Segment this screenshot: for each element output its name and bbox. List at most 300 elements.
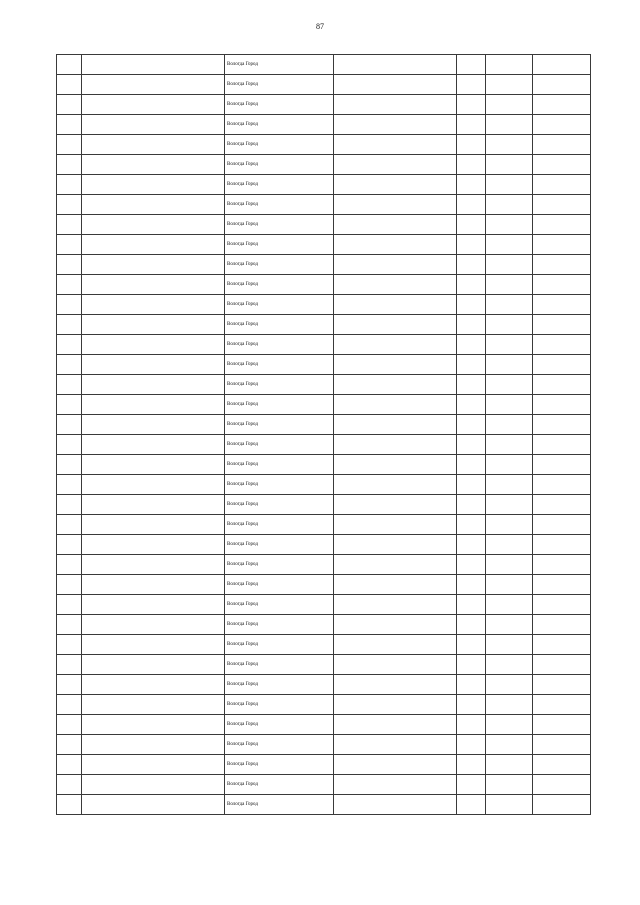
street-name	[334, 275, 457, 295]
street-name	[334, 135, 457, 155]
flat-number	[533, 75, 591, 95]
registry-table	[56, 54, 591, 815]
city: Вологда Город	[225, 335, 334, 355]
flat-number	[533, 475, 591, 495]
row-number	[57, 495, 82, 515]
cadastral-number	[82, 355, 225, 375]
house-number	[457, 775, 486, 795]
cadastral-number	[82, 675, 225, 695]
row-number	[57, 635, 82, 655]
table-row	[57, 95, 591, 115]
house-number	[457, 155, 486, 175]
city: Вологда Город	[225, 375, 334, 395]
flat-number	[533, 315, 591, 335]
flat-number	[533, 515, 591, 535]
house-number	[457, 315, 486, 335]
street-name	[334, 635, 457, 655]
street-name	[334, 315, 457, 335]
cadastral-number	[82, 795, 225, 815]
building-number	[486, 255, 533, 275]
city: Вологда Город	[225, 155, 334, 175]
page-number: 87	[316, 22, 324, 31]
cadastral-number	[82, 475, 225, 495]
street-name	[334, 775, 457, 795]
house-number	[457, 135, 486, 155]
building-number	[486, 775, 533, 795]
row-number	[57, 535, 82, 555]
house-number	[457, 655, 486, 675]
flat-number	[533, 535, 591, 555]
cadastral-number	[82, 335, 225, 355]
cadastral-number	[82, 655, 225, 675]
flat-number	[533, 555, 591, 575]
house-number	[457, 435, 486, 455]
house-number	[457, 395, 486, 415]
street-name	[334, 115, 457, 135]
building-number	[486, 355, 533, 375]
row-number	[57, 595, 82, 615]
building-number	[486, 655, 533, 675]
table-row	[57, 775, 591, 795]
registry-body	[57, 55, 591, 815]
city: Вологда Город	[225, 795, 334, 815]
flat-number	[533, 455, 591, 475]
house-number	[457, 475, 486, 495]
flat-number	[533, 175, 591, 195]
house-number	[457, 175, 486, 195]
flat-number	[533, 95, 591, 115]
row-number	[57, 475, 82, 495]
street-name	[334, 555, 457, 575]
house-number	[457, 675, 486, 695]
table-row	[57, 375, 591, 395]
building-number	[486, 375, 533, 395]
cadastral-number	[82, 395, 225, 415]
house-number	[457, 555, 486, 575]
row-number	[57, 355, 82, 375]
building-number	[486, 495, 533, 515]
street-name	[334, 615, 457, 635]
flat-number	[533, 715, 591, 735]
table-row	[57, 615, 591, 635]
house-number	[457, 255, 486, 275]
city: Вологда Город	[225, 555, 334, 575]
city: Вологда Город	[225, 455, 334, 475]
table-row	[57, 475, 591, 495]
house-number	[457, 235, 486, 255]
city: Вологда Город	[225, 395, 334, 415]
flat-number	[533, 115, 591, 135]
cadastral-number	[82, 215, 225, 235]
street-name	[334, 295, 457, 315]
cadastral-number	[82, 695, 225, 715]
street-name	[334, 415, 457, 435]
row-number	[57, 775, 82, 795]
street-name	[334, 235, 457, 255]
building-number	[486, 235, 533, 255]
row-number	[57, 455, 82, 475]
flat-number	[533, 795, 591, 815]
cadastral-number	[82, 715, 225, 735]
cadastral-number	[82, 195, 225, 215]
row-number	[57, 235, 82, 255]
street-name	[334, 695, 457, 715]
row-number	[57, 395, 82, 415]
cadastral-number	[82, 515, 225, 535]
cadastral-number	[82, 135, 225, 155]
city: Вологда Город	[225, 295, 334, 315]
row-number	[57, 95, 82, 115]
flat-number	[533, 635, 591, 655]
table-row	[57, 675, 591, 695]
building-number	[486, 155, 533, 175]
table-row	[57, 235, 591, 255]
city: Вологда Город	[225, 175, 334, 195]
flat-number	[533, 235, 591, 255]
flat-number	[533, 615, 591, 635]
street-name	[334, 95, 457, 115]
flat-number	[533, 355, 591, 375]
house-number	[457, 195, 486, 215]
city: Вологда Город	[225, 55, 334, 75]
building-number	[486, 135, 533, 155]
table-row	[57, 115, 591, 135]
flat-number	[533, 295, 591, 315]
street-name	[334, 255, 457, 275]
city: Вологда Город	[225, 575, 334, 595]
row-number	[57, 135, 82, 155]
cadastral-number	[82, 275, 225, 295]
city: Вологда Город	[225, 415, 334, 435]
table-row	[57, 655, 591, 675]
building-number	[486, 215, 533, 235]
street-name	[334, 215, 457, 235]
building-number	[486, 455, 533, 475]
table-row	[57, 395, 591, 415]
building-number	[486, 555, 533, 575]
city: Вологда Город	[225, 475, 334, 495]
row-number	[57, 655, 82, 675]
flat-number	[533, 415, 591, 435]
cadastral-number	[82, 755, 225, 775]
house-number	[457, 95, 486, 115]
building-number	[486, 415, 533, 435]
flat-number	[533, 495, 591, 515]
cadastral-number	[82, 175, 225, 195]
house-number	[457, 295, 486, 315]
table-row	[57, 135, 591, 155]
building-number	[486, 195, 533, 215]
building-number	[486, 95, 533, 115]
cadastral-number	[82, 435, 225, 455]
house-number	[457, 635, 486, 655]
flat-number	[533, 395, 591, 415]
building-number	[486, 755, 533, 775]
table-row	[57, 455, 591, 475]
building-number	[486, 635, 533, 655]
flat-number	[533, 195, 591, 215]
street-name	[334, 595, 457, 615]
flat-number	[533, 735, 591, 755]
street-name	[334, 575, 457, 595]
city: Вологда Город	[225, 595, 334, 615]
street-name	[334, 535, 457, 555]
row-number	[57, 295, 82, 315]
cadastral-number	[82, 635, 225, 655]
table-row	[57, 335, 591, 355]
house-number	[457, 115, 486, 135]
cadastral-number	[82, 535, 225, 555]
table-row	[57, 195, 591, 215]
street-name	[334, 435, 457, 455]
city: Вологда Город	[225, 735, 334, 755]
building-number	[486, 175, 533, 195]
flat-number	[533, 435, 591, 455]
building-number	[486, 515, 533, 535]
flat-number	[533, 215, 591, 235]
cadastral-number	[82, 255, 225, 275]
row-number	[57, 315, 82, 335]
city: Вологда Город	[225, 675, 334, 695]
cadastral-number	[82, 415, 225, 435]
street-name	[334, 675, 457, 695]
table-row	[57, 535, 591, 555]
cadastral-number	[82, 75, 225, 95]
city: Вологда Город	[225, 775, 334, 795]
row-number	[57, 675, 82, 695]
cadastral-number	[82, 295, 225, 315]
cadastral-number	[82, 95, 225, 115]
house-number	[457, 75, 486, 95]
street-name	[334, 195, 457, 215]
flat-number	[533, 595, 591, 615]
street-name	[334, 155, 457, 175]
city: Вологда Город	[225, 355, 334, 375]
street-name	[334, 75, 457, 95]
row-number	[57, 155, 82, 175]
table-row	[57, 75, 591, 95]
table-row	[57, 555, 591, 575]
house-number	[457, 615, 486, 635]
street-name	[334, 55, 457, 75]
row-number	[57, 335, 82, 355]
city: Вологда Город	[225, 495, 334, 515]
table-row	[57, 415, 591, 435]
building-number	[486, 315, 533, 335]
cadastral-number	[82, 495, 225, 515]
city: Вологда Город	[225, 115, 334, 135]
city: Вологда Город	[225, 135, 334, 155]
street-name	[334, 715, 457, 735]
table-row	[57, 315, 591, 335]
row-number	[57, 615, 82, 635]
cadastral-number	[82, 155, 225, 175]
house-number	[457, 695, 486, 715]
cadastral-number	[82, 455, 225, 475]
cadastral-number	[82, 595, 225, 615]
building-number	[486, 615, 533, 635]
house-number	[457, 535, 486, 555]
building-number	[486, 715, 533, 735]
table-row	[57, 175, 591, 195]
table-row	[57, 275, 591, 295]
flat-number	[533, 775, 591, 795]
flat-number	[533, 155, 591, 175]
building-number	[486, 795, 533, 815]
flat-number	[533, 675, 591, 695]
house-number	[457, 495, 486, 515]
row-number	[57, 175, 82, 195]
building-number	[486, 675, 533, 695]
table-row	[57, 435, 591, 455]
house-number	[457, 375, 486, 395]
building-number	[486, 395, 533, 415]
row-number	[57, 715, 82, 735]
row-number	[57, 415, 82, 435]
building-number	[486, 435, 533, 455]
flat-number	[533, 275, 591, 295]
city: Вологда Город	[225, 615, 334, 635]
row-number	[57, 575, 82, 595]
building-number	[486, 75, 533, 95]
city: Вологда Город	[225, 235, 334, 255]
table-row	[57, 155, 591, 175]
building-number	[486, 275, 533, 295]
city: Вологда Город	[225, 715, 334, 735]
table-row	[57, 355, 591, 375]
table-row	[57, 215, 591, 235]
row-number	[57, 435, 82, 455]
street-name	[334, 335, 457, 355]
cadastral-number	[82, 235, 225, 255]
row-number	[57, 515, 82, 535]
street-name	[334, 455, 457, 475]
city: Вологда Город	[225, 215, 334, 235]
table-row	[57, 255, 591, 275]
street-name	[334, 475, 457, 495]
building-number	[486, 335, 533, 355]
table-row	[57, 695, 591, 715]
row-number	[57, 375, 82, 395]
city: Вологда Город	[225, 695, 334, 715]
street-name	[334, 755, 457, 775]
table-row	[57, 635, 591, 655]
row-number	[57, 55, 82, 75]
house-number	[457, 55, 486, 75]
table-row	[57, 715, 591, 735]
row-number	[57, 735, 82, 755]
cadastral-number	[82, 615, 225, 635]
house-number	[457, 515, 486, 535]
street-name	[334, 395, 457, 415]
flat-number	[533, 575, 591, 595]
table-row	[57, 795, 591, 815]
building-number	[486, 535, 533, 555]
flat-number	[533, 335, 591, 355]
city: Вологда Город	[225, 635, 334, 655]
row-number	[57, 255, 82, 275]
cadastral-number	[82, 735, 225, 755]
city: Вологда Город	[225, 275, 334, 295]
house-number	[457, 795, 486, 815]
city: Вологда Город	[225, 95, 334, 115]
table-row	[57, 295, 591, 315]
street-name	[334, 655, 457, 675]
cadastral-number	[82, 555, 225, 575]
cadastral-number	[82, 315, 225, 335]
row-number	[57, 195, 82, 215]
house-number	[457, 735, 486, 755]
house-number	[457, 715, 486, 735]
row-number	[57, 115, 82, 135]
row-number	[57, 75, 82, 95]
row-number	[57, 755, 82, 775]
building-number	[486, 475, 533, 495]
street-name	[334, 735, 457, 755]
table-row	[57, 55, 591, 75]
city: Вологда Город	[225, 515, 334, 535]
row-number	[57, 555, 82, 575]
house-number	[457, 355, 486, 375]
building-number	[486, 695, 533, 715]
cadastral-number	[82, 115, 225, 135]
building-number	[486, 115, 533, 135]
flat-number	[533, 695, 591, 715]
house-number	[457, 415, 486, 435]
flat-number	[533, 755, 591, 775]
city: Вологда Город	[225, 535, 334, 555]
cadastral-number	[82, 775, 225, 795]
city: Вологда Город	[225, 195, 334, 215]
house-number	[457, 755, 486, 775]
building-number	[486, 295, 533, 315]
flat-number	[533, 255, 591, 275]
city: Вологда Город	[225, 655, 334, 675]
house-number	[457, 595, 486, 615]
city: Вологда Город	[225, 255, 334, 275]
street-name	[334, 495, 457, 515]
house-number	[457, 335, 486, 355]
street-name	[334, 175, 457, 195]
row-number	[57, 215, 82, 235]
house-number	[457, 455, 486, 475]
house-number	[457, 215, 486, 235]
table-row	[57, 595, 591, 615]
row-number	[57, 795, 82, 815]
table-row	[57, 735, 591, 755]
street-name	[334, 515, 457, 535]
building-number	[486, 575, 533, 595]
cadastral-number	[82, 575, 225, 595]
street-name	[334, 795, 457, 815]
city: Вологда Город	[225, 755, 334, 775]
city: Вологда Город	[225, 75, 334, 95]
house-number	[457, 575, 486, 595]
street-name	[334, 355, 457, 375]
table-row	[57, 575, 591, 595]
flat-number	[533, 655, 591, 675]
table-row	[57, 755, 591, 775]
flat-number	[533, 375, 591, 395]
row-number	[57, 275, 82, 295]
street-name	[334, 375, 457, 395]
city: Вологда Город	[225, 315, 334, 335]
table-row	[57, 515, 591, 535]
house-number	[457, 275, 486, 295]
city: Вологда Город	[225, 435, 334, 455]
cadastral-number	[82, 55, 225, 75]
building-number	[486, 735, 533, 755]
